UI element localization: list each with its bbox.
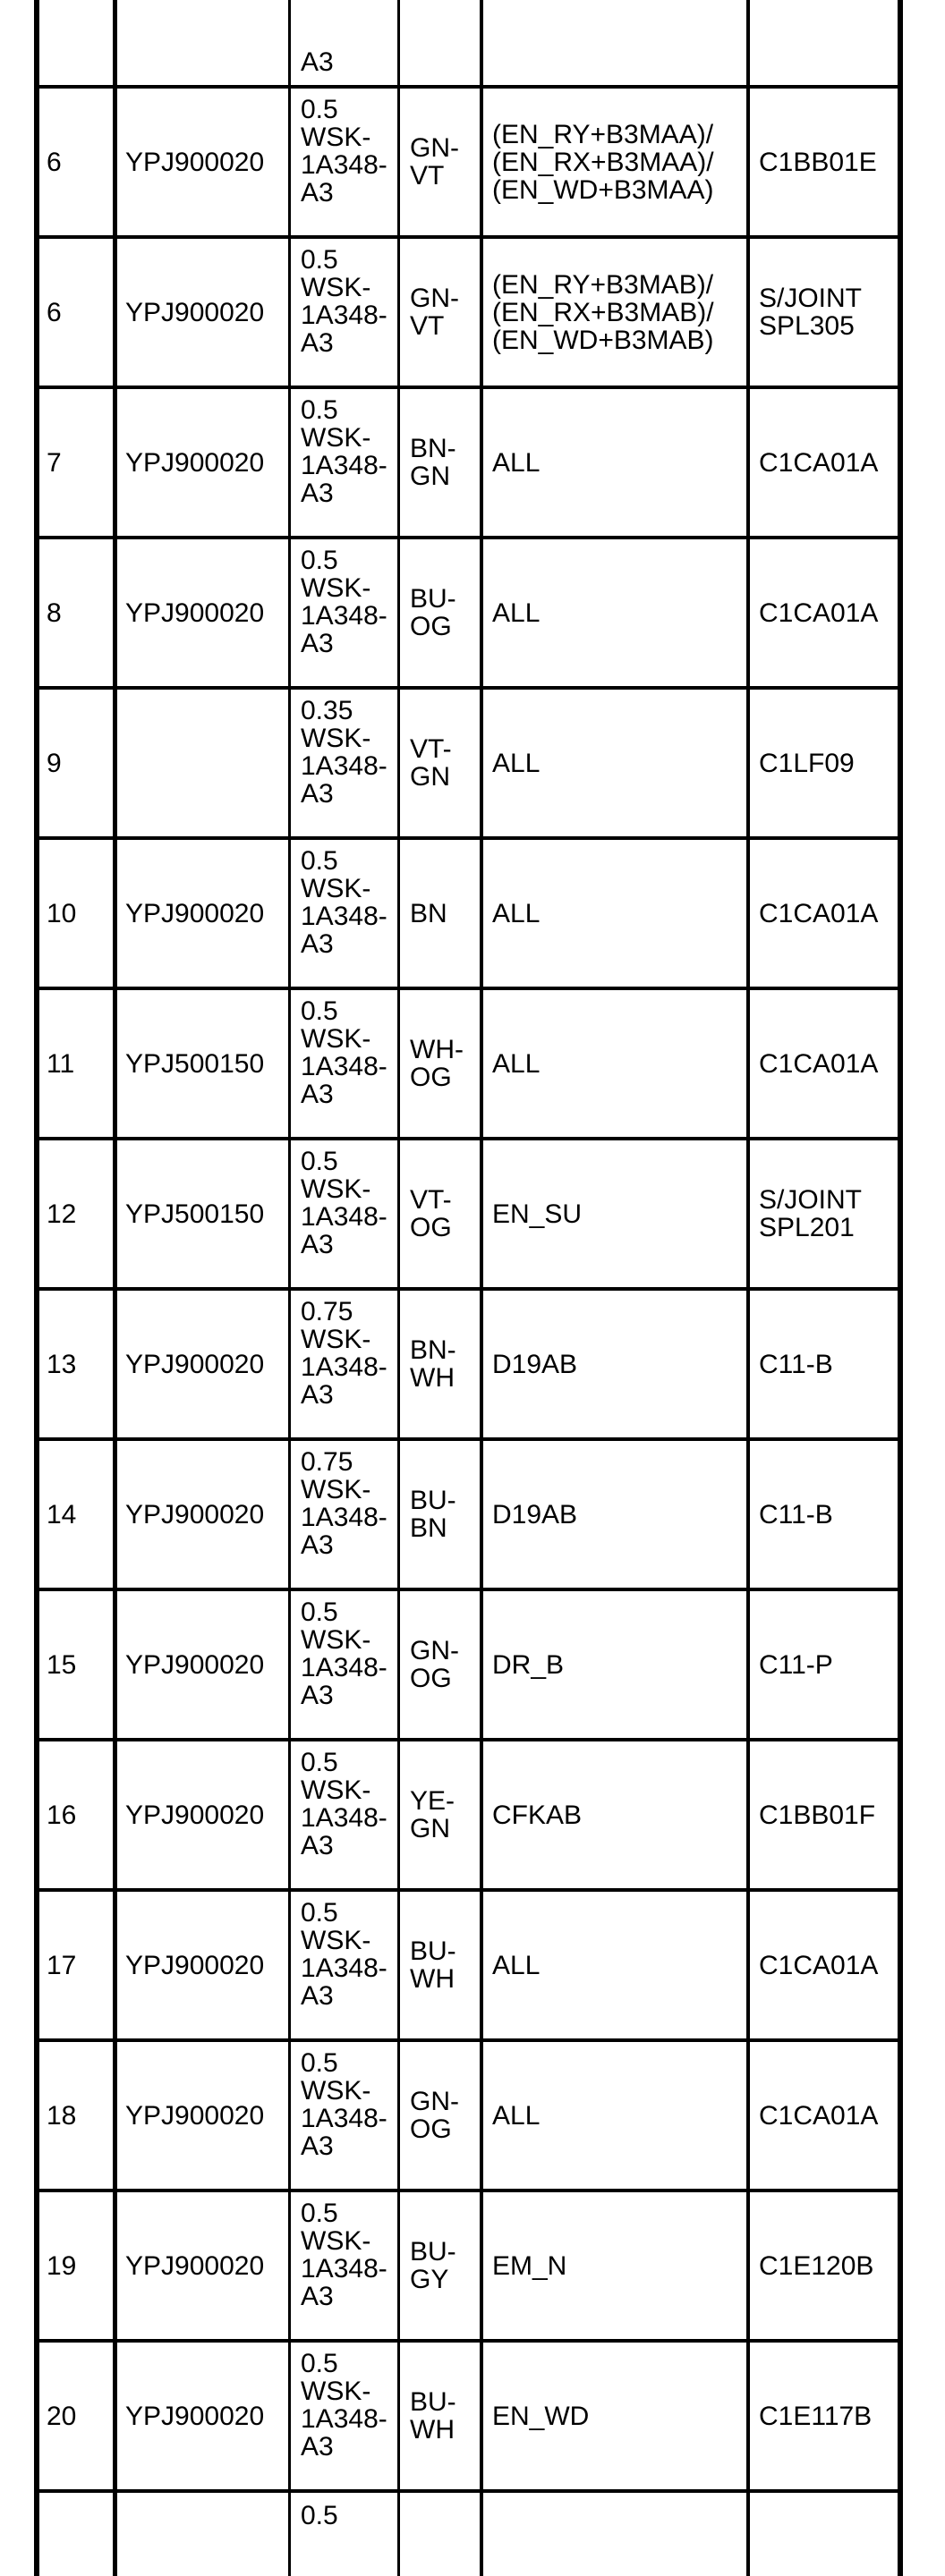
cell-color-code: VT- GN — [410, 734, 452, 792]
cell-part-number: YPJ900020 — [125, 1349, 265, 1379]
cell-number: 19 — [47, 2250, 77, 2281]
row-divider — [36, 2189, 902, 2192]
cell-wire-spec: 0.5 WSK- 1A348- A3 — [301, 395, 387, 508]
cell-destination: C1CA01A — [759, 1048, 879, 1079]
cell-option: ALL — [492, 1950, 541, 1980]
cell-option: EM_N — [492, 2250, 567, 2281]
cell-number: 17 — [47, 1950, 77, 1980]
cell-destination: C11-B — [759, 1349, 833, 1379]
cell-destination: S/JOINT SPL305 — [759, 284, 863, 341]
cell-wire-spec: 0.5 WSK- 1A348- A3 — [301, 846, 387, 959]
column-divider — [113, 0, 117, 2576]
cell-color-code: WH- OG — [410, 1035, 464, 1092]
cell-part-number — [118, 690, 290, 836]
row-divider — [36, 836, 902, 840]
cell-option: D19AB — [492, 1499, 578, 1530]
row-divider — [36, 1287, 902, 1291]
cell-option: ALL — [492, 898, 541, 928]
table-row — [0, 1140, 945, 1287]
cell-option: (EN_RY+B3MAB)/ (EN_RX+B3MAB)/ (EN_WD+B3MAB) — [492, 269, 714, 355]
cell-wire-spec: 0.5 WSK- 1A348- A3 — [301, 2199, 387, 2311]
cell-number: 13 — [47, 1349, 77, 1379]
table-row — [0, 2343, 945, 2489]
cell-destination: C1CA01A — [759, 447, 879, 478]
cell-option: ALL — [492, 597, 541, 628]
cell-part-number: YPJ900020 — [125, 447, 265, 478]
cell-part-number: YPJ900020 — [125, 147, 265, 177]
row-divider — [36, 386, 902, 389]
cell-part-number: YPJ900020 — [125, 1499, 265, 1530]
table-row — [0, 539, 945, 686]
cell-wire-spec: 0.5 — [301, 2501, 338, 2530]
row-divider — [36, 1588, 902, 1591]
cell-destination: C1CA01A — [759, 597, 879, 628]
row-divider — [36, 85, 902, 89]
column-divider — [480, 0, 483, 2576]
cell-part-number: YPJ900020 — [125, 2100, 265, 2131]
cell-wire-spec: 0.75 WSK- 1A348- A3 — [301, 1297, 387, 1410]
table-row — [0, 1591, 945, 1738]
cell-wire-spec: 0.5 WSK- 1A348- A3 — [301, 2048, 387, 2161]
cell-destination: C1BB01E — [759, 147, 877, 177]
cell-color-code: BU- OG — [410, 584, 456, 641]
cell-color-code: BN- GN — [410, 434, 456, 491]
cell-option: DR_B — [492, 1649, 565, 1680]
table-row — [0, 2192, 945, 2339]
cell-destination: C1CA01A — [759, 2100, 879, 2131]
cell-color-code: GN- OG — [410, 1636, 459, 1693]
cell-option: ALL — [492, 447, 541, 478]
cell-part-number: YPJ900020 — [125, 2401, 265, 2431]
cell-part-number: YPJ500150 — [125, 1048, 265, 1079]
cell-color-code: VT- OG — [410, 1185, 452, 1242]
cell-part-number: YPJ900020 — [125, 1950, 265, 1980]
cell-number: 7 — [47, 447, 62, 478]
cell-number: 6 — [47, 147, 62, 177]
cell-color-code: BN- WH — [410, 1335, 456, 1393]
row-divider — [36, 1137, 902, 1140]
cell-part-number: YPJ900020 — [125, 2250, 265, 2281]
table-row-partial-top — [0, 0, 945, 85]
table-row — [0, 690, 945, 836]
row-divider — [36, 987, 902, 990]
cell-wire-spec: 0.5 WSK- 1A348- A3 — [301, 95, 387, 208]
cell-destination: C1CA01A — [759, 1950, 879, 1980]
cell-wire-spec: A3 — [301, 47, 334, 77]
cell-wire-spec: 0.5 WSK- 1A348- A3 — [301, 245, 387, 358]
table-row-partial-bottom — [0, 2493, 945, 2576]
cell-wire-spec: 0.5 WSK- 1A348- A3 — [301, 2349, 387, 2462]
cell-number: 6 — [47, 297, 62, 327]
cell-color-code: BN — [410, 898, 447, 928]
cell-number: 10 — [47, 898, 77, 928]
cell-destination: C11-P — [759, 1649, 833, 1680]
cell-wire-spec: 0.75 WSK- 1A348- A3 — [301, 1447, 387, 1560]
cell-option: CFKAB — [492, 1800, 583, 1830]
row-divider — [36, 2489, 902, 2493]
cell-color-code: GN- OG — [410, 2087, 459, 2144]
cell-destination: C1E120B — [759, 2250, 874, 2281]
table-row — [0, 1291, 945, 1437]
row-divider — [36, 1738, 902, 1741]
table-row — [0, 2042, 945, 2189]
cell-wire-spec: 0.35 WSK- 1A348- A3 — [301, 696, 387, 809]
cell-number: 14 — [47, 1499, 77, 1530]
cell-destination: C1LF09 — [759, 748, 855, 778]
column-divider — [898, 0, 903, 2576]
cell-part-number: YPJ900020 — [125, 1649, 265, 1680]
table-row — [0, 239, 945, 386]
cell-option: D19AB — [492, 1349, 578, 1379]
table-row — [0, 1741, 945, 1888]
cell-destination: C1BB01F — [759, 1800, 876, 1830]
cell-part-number: YPJ900020 — [125, 898, 265, 928]
cell-number: 18 — [47, 2100, 77, 2131]
cell-number: 20 — [47, 2401, 77, 2431]
table-row — [0, 89, 945, 235]
table-row — [0, 840, 945, 987]
column-divider — [288, 0, 291, 2576]
cell-option: ALL — [492, 1048, 541, 1079]
table-row — [0, 1441, 945, 1588]
cell-color-code: BU- WH — [410, 1936, 456, 1994]
cell-number: 9 — [47, 748, 62, 778]
cell-number: 8 — [47, 597, 62, 628]
cell-option: EN_SU — [492, 1199, 583, 1229]
cell-wire-spec: 0.5 WSK- 1A348- A3 — [301, 546, 387, 658]
cell-part-number: YPJ900020 — [125, 1800, 265, 1830]
table-row — [0, 1892, 945, 2038]
cell-wire-spec: 0.5 WSK- 1A348- A3 — [301, 1898, 387, 2011]
cell-wire-spec: 0.5 WSK- 1A348- A3 — [301, 996, 387, 1109]
cell-number: 15 — [47, 1649, 77, 1680]
cell-wire-spec: 0.5 WSK- 1A348- A3 — [301, 1147, 387, 1259]
cell-destination: C1E117B — [759, 2401, 873, 2431]
cell-part-number: YPJ900020 — [125, 597, 265, 628]
row-divider — [36, 235, 902, 239]
cell-option: EN_WD — [492, 2401, 590, 2431]
row-divider — [36, 536, 902, 539]
row-divider — [36, 2339, 902, 2343]
row-divider — [36, 2038, 902, 2042]
column-divider — [34, 0, 39, 2576]
cell-color-code: BU- GY — [410, 2237, 456, 2294]
cell-number: 12 — [47, 1199, 77, 1229]
cell-option: ALL — [492, 748, 541, 778]
cell-option: ALL — [492, 2100, 541, 2131]
cell-wire-spec: 0.5 WSK- 1A348- A3 — [301, 1748, 387, 1860]
column-divider — [746, 0, 750, 2576]
row-divider — [36, 686, 902, 690]
cell-number: 11 — [47, 1048, 75, 1079]
cell-destination: S/JOINT SPL201 — [759, 1185, 863, 1242]
cell-part-number: YPJ500150 — [125, 1199, 265, 1229]
cell-destination: C11-B — [759, 1499, 833, 1530]
row-divider — [36, 1437, 902, 1441]
cell-wire-spec: 0.5 WSK- 1A348- A3 — [301, 1597, 387, 1710]
cell-color-code: BU- WH — [410, 2387, 456, 2445]
cell-number: 16 — [47, 1800, 77, 1830]
cell-destination: C1CA01A — [759, 898, 879, 928]
cell-color-code: BU- BN — [410, 1486, 456, 1543]
table-row — [0, 990, 945, 1137]
row-divider — [36, 1888, 902, 1892]
cell-color-code: GN- VT — [410, 284, 459, 341]
cell-option: (EN_RY+B3MAA)/ (EN_RX+B3MAA)/ (EN_WD+B3MAA) — [492, 119, 714, 205]
cell-color-code: GN- VT — [410, 133, 459, 191]
table-row — [0, 389, 945, 536]
cell-part-number: YPJ900020 — [125, 297, 265, 327]
cell-color-code: YE- GN — [410, 1786, 455, 1843]
column-divider — [397, 0, 400, 2576]
